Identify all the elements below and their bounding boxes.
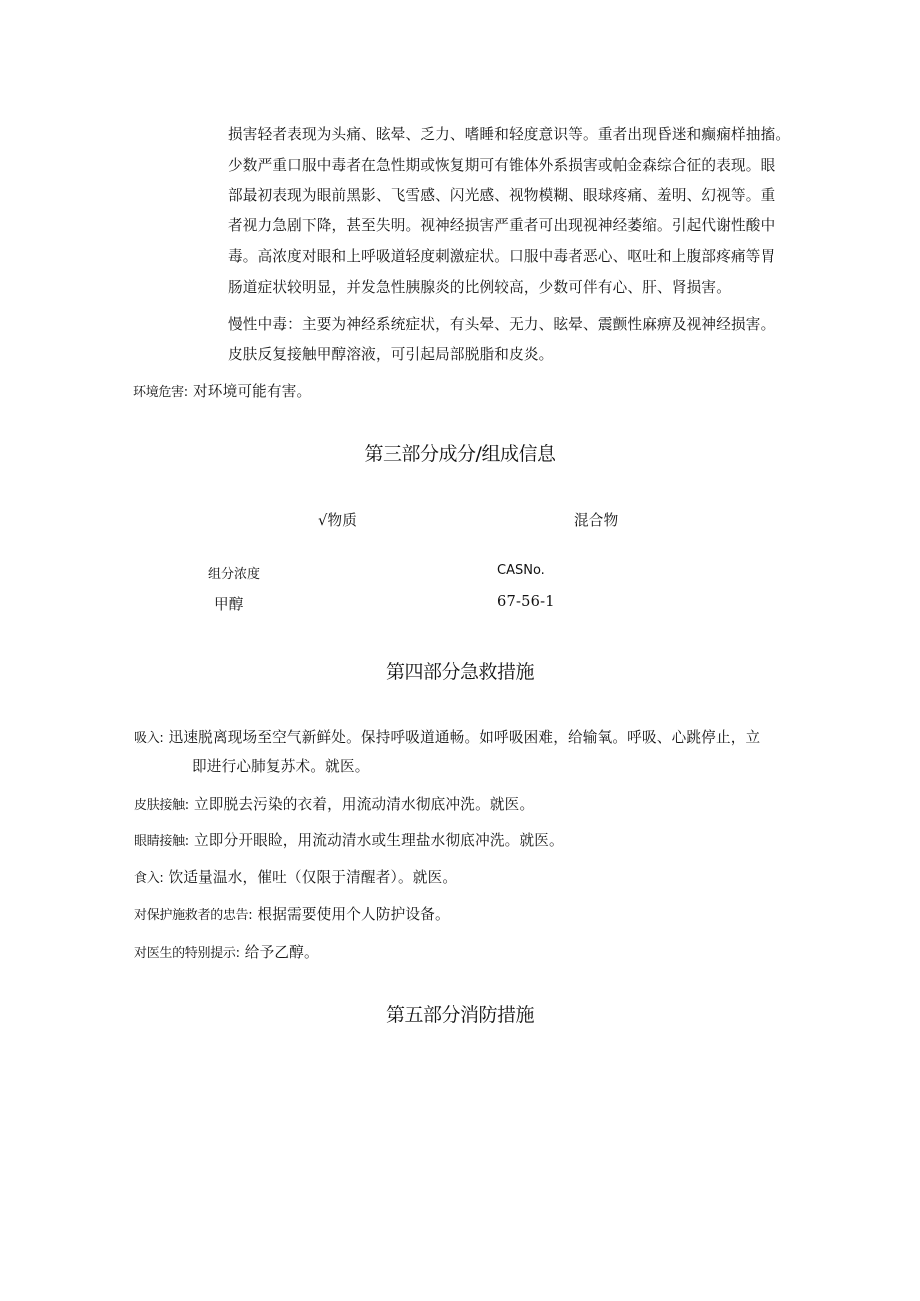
first-aid-inhalation	[134, 726, 760, 747]
first-aid-label: 皮肤接触:	[134, 798, 189, 813]
environment-row	[133, 380, 311, 401]
first-aid-text: 迅速脱离现场至空气新鲜处。保持呼吸道通畅。如呼吸困难，给输氧。呼吸、心跳停止，立	[168, 729, 761, 746]
hazard-line-3: 部最初表现为眼前黑影、飞雪感、闪光感、视物模糊、眼球疼痛、羞明、幻视等。重	[228, 187, 776, 204]
chronic-line-2: 皮肤反复接触甲醇溶液，可引起局部脱脂和皮炎。	[228, 346, 554, 363]
first-aid-label: 对医生的特别提示:	[134, 946, 240, 961]
first-aid-doctor-note	[134, 941, 319, 962]
hazard-line-2: 少数严重口服中毒者在急性期或恢复期可有锥体外系损害或帕金森综合征的表现。眼	[228, 157, 776, 174]
section3-title: 第三部分成分/组成信息	[364, 443, 556, 465]
mixture-option: 混合物	[574, 512, 619, 529]
first-aid-text: 立即分开眼睑，用流动清水或生理盐水彻底冲洗。就医。	[193, 832, 564, 849]
first-aid-label: 食入:	[134, 871, 164, 886]
first-aid-ingestion	[134, 866, 457, 887]
table-header-concentration: 组分浓度	[208, 567, 261, 582]
first-aid-eyes	[134, 829, 564, 850]
first-aid-text: 饮适量温水，催吐（仅限于清醒者）。就医。	[168, 869, 458, 886]
first-aid-text: 立即脱去污染的衣着，用流动清水彻底冲洗。就医。	[193, 796, 535, 813]
first-aid-skin	[134, 793, 534, 814]
section4-title: 第四部分急救措施	[385, 661, 534, 683]
first-aid-label: 吸入:	[134, 731, 164, 746]
hazard-line-1: 损害轻者表现为头痛、眩晕、乏力、嗜睡和轻度意识等。重者出现昏迷和癫痫样抽搐。	[228, 126, 791, 143]
table-cell-name: 甲醇	[214, 596, 244, 613]
hazard-line-4: 者视力急剧下降，甚至失明。视神经损害严重者可出现视神经萎缩。引起代谢性酸中	[228, 217, 776, 234]
substance-option: √物质	[318, 512, 358, 529]
first-aid-rescuer-advice	[134, 903, 450, 924]
section5-title: 第五部分消防措施	[385, 1004, 534, 1026]
environment-text: 对环境可能有害。	[192, 383, 312, 400]
environment-label: 环境危害:	[133, 385, 188, 400]
chronic-line-1: 慢性中毒：主要为神经系统症状，有头晕、无力、眩晕、震颤性麻痹及视神经损害。	[228, 316, 776, 333]
hazard-line-5: 毒。高浓度对眼和上呼吸道轻度刺激症状。口服中毒者恶心、呕吐和上腹部疼痛等胃	[228, 248, 776, 265]
first-aid-label: 对保护施救者的忠告:	[134, 908, 253, 923]
first-aid-text-continued: 即进行心肺复苏术。就医。	[192, 758, 370, 775]
table-cell-cas: 67-56-1	[497, 593, 555, 610]
table-header-cas: CASNo.	[497, 563, 545, 578]
hazard-line-6: 肠道症状较明显，并发急性胰腺炎的比例较高，少数可伴有心、肝、肾损害。	[228, 279, 731, 296]
first-aid-text: 给予乙醇。	[244, 944, 319, 961]
first-aid-label: 眼睛接触:	[134, 834, 189, 849]
first-aid-text: 根据需要使用个人防护设备。	[257, 906, 450, 923]
